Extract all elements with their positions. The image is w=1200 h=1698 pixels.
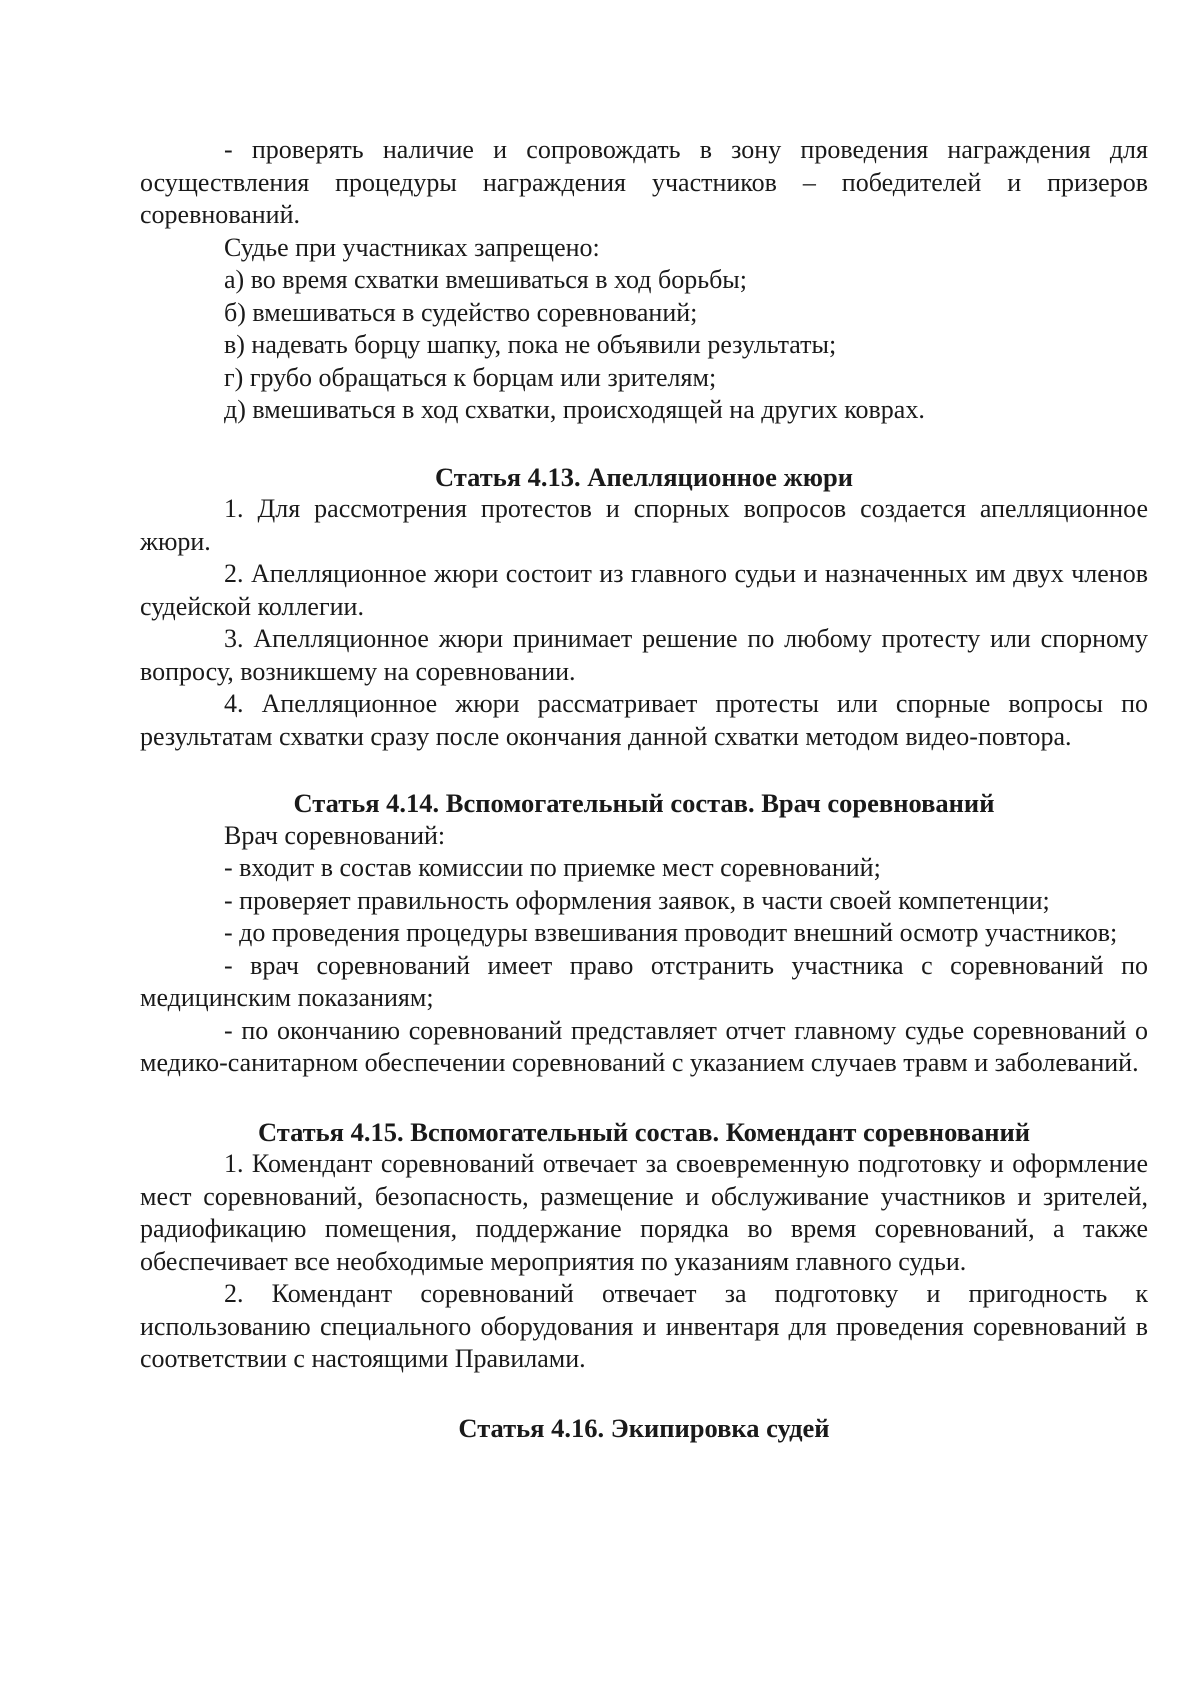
- article-4-14-paragraph-1: Врач соревнований:: [224, 820, 446, 850]
- prohibited-item-e: д) вмешиваться в ход схватки, происходящей на других коврах.: [224, 395, 925, 424]
- article-4-14-paragraph-4: - до проведения процедуры взвешивания проводит внешний осмотр участников;: [224, 918, 1118, 947]
- intro-paragraph: - проверять наличие и сопровождать в зону проведения награждения для осуществления процедуры награждения участников – победителей и призеров соревнований.: [140, 135, 1148, 229]
- prohibited-title: Судье при участниках запрещено:: [224, 232, 600, 262]
- article-4-13-heading: Статья 4.13. Апелляционное жюри: [435, 461, 853, 492]
- prohibited-item-b: б) вмешиваться в судейство соревнований;: [224, 297, 698, 327]
- article-4-13-paragraph-2: 2. Апелляционное жюри состоит из главного судьи и назначенных им двух членов судейской коллегии.: [140, 559, 1148, 621]
- article-4-16-heading: Статья 4.16. Экипировка судей: [458, 1412, 830, 1443]
- article-4-13-paragraph-3: 3. Апелляционное жюри принимает решение по любому протесту или спорному вопросу, возникшему на соревновании.: [140, 624, 1148, 686]
- prohibited-item-c: в) надевать борцу шапку, пока не объявили результаты;: [224, 330, 837, 359]
- prohibited-item-a: а) во время схватки вмешиваться в ход борьбы;: [224, 265, 747, 294]
- article-4-15-paragraph-2: 2. Комендант соревнований отвечает за подготовку и пригодность к использованию специального оборудования и инвентаря для проведения соревнований в соответствии с настоящими Правилами.: [140, 1279, 1148, 1373]
- article-4-15-paragraph-1: 1. Комендант соревнований отвечает за своевременную подготовку и оформление мест соревнований, безопасность, размещение и обслуживание участников и зрителей, радиофикацию помещения, поддержание порядка во время соревнований, а также обеспечивает все необходимые мероприятия по указаниям главного судьи.: [140, 1149, 1148, 1276]
- article-4-13-paragraph-4: 4. Апелляционное жюри рассматривает протесты или спорные вопросы по результатам схватки сразу после окончания данной схватки методом видео-повтора.: [140, 689, 1148, 751]
- document-page: [140, 134, 1148, 1444]
- article-4-14-paragraph-3: - проверяет правильность оформления заявок, в части своей компетенции;: [224, 885, 1050, 915]
- prohibited-item-d: г) грубо обращаться к борцам или зрителям;: [224, 362, 717, 392]
- article-4-13-paragraph-1: 1. Для рассмотрения протестов и спорных вопросов создается апелляционное жюри.: [140, 494, 1148, 556]
- article-4-15-heading: Статья 4.15. Вспомогательный состав. Комендант соревнований: [257, 1116, 1031, 1147]
- article-4-14-paragraph-5: - врач соревнований имеет право отстранить участника с соревнований по медицинским показаниям;: [140, 950, 1148, 1012]
- article-4-14-paragraph-2: - входит в состав комиссии по приемке мест соревнований;: [224, 853, 881, 882]
- article-4-14-heading: Статья 4.14. Вспомогательный состав. Врач соревнований: [293, 788, 995, 818]
- article-4-14-paragraph-6: - по окончанию соревнований представляет отчет главному судье соревнований о медико-санитарном обеспечении соревнований с указанием случаев травм и заболеваний.: [140, 1015, 1148, 1077]
